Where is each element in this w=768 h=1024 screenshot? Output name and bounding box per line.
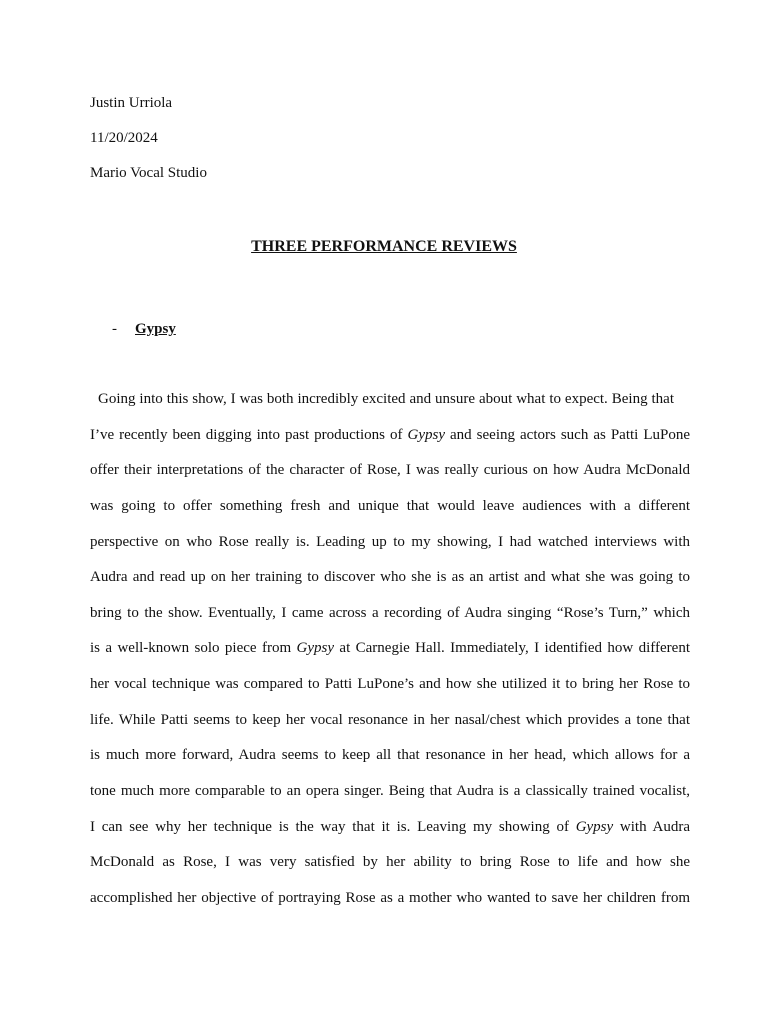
text-segment: Going into this show, I was both incredibly excited and unsure about what to expect. Being that xyxy=(98,391,674,407)
text-segment: I’ve recently been digging into past productions of xyxy=(90,427,408,443)
text-segment: was going to offer something fresh and unique that would leave audiences with a different xyxy=(90,498,690,514)
studio-name: Mario Vocal Studio xyxy=(90,165,207,181)
author-name: Justin Urriola xyxy=(90,95,173,111)
text-segment: Audra and read up on her training to discover who she is as an artist and what she was going to xyxy=(90,569,690,585)
document-date: 11/20/2024 xyxy=(90,130,158,146)
text-segment: and seeing actors such as Patti LuPone xyxy=(445,427,691,443)
paragraph-line xyxy=(90,889,690,907)
paragraph-line xyxy=(90,818,690,836)
text-segment: her vocal technique was compared to Patti LuPone’s and how she utilized it to bring her Rose to xyxy=(90,676,690,692)
show-title-italic: Gypsy xyxy=(296,640,335,656)
paragraph-line xyxy=(90,497,690,515)
text-segment: I can see why her technique is the way that it is. Leaving my showing of xyxy=(90,819,576,835)
page-title: THREE PERFORMANCE REVIEWS xyxy=(251,238,517,255)
text-segment: McDonald as Rose, I was very satisfied by her ability to bring Rose to life and how she xyxy=(90,854,690,870)
paragraph-line xyxy=(90,853,690,871)
show-title-italic: Gypsy xyxy=(407,427,445,443)
paragraph-line xyxy=(90,639,690,657)
paragraph-line xyxy=(90,675,690,693)
text-segment: is a well-known solo piece from xyxy=(90,640,297,656)
paragraph-line xyxy=(90,426,690,444)
text-segment: tone much more comparable to an opera singer. Being that Audra is a classically trained vocalist, xyxy=(90,783,690,799)
section-bullet xyxy=(112,320,176,338)
text-segment: accomplished her objective of portraying Rose as a mother who wanted to save her children from xyxy=(90,890,690,906)
bullet-dash: - xyxy=(112,321,117,337)
paragraph-line xyxy=(90,533,690,551)
text-segment: offer their interpretations of the character of Rose, I was really curious on how Audra McDonald xyxy=(90,462,690,478)
paragraph-line xyxy=(90,746,690,764)
paragraph-line xyxy=(90,568,690,586)
paragraph-line xyxy=(90,711,690,729)
show-title-italic: Gypsy xyxy=(575,819,614,835)
text-segment: at Carnegie Hall. Immediately, I identified how different xyxy=(334,640,690,656)
text-segment: is much more forward, Audra seems to keep all that resonance in her head, which allows for a xyxy=(90,747,690,763)
text-segment: perspective on who Rose really is. Leading up to my showing, I had watched interviews with xyxy=(90,534,690,550)
paragraph-line xyxy=(90,461,690,479)
paragraph-line xyxy=(90,604,690,622)
paragraph-line xyxy=(90,782,690,800)
text-segment: bring to the show. Eventually, I came across a recording of Audra singing “Rose’s Turn,” which xyxy=(90,605,690,621)
text-segment: with Audra xyxy=(613,819,690,835)
paragraph-line xyxy=(98,390,674,408)
text-segment: life. While Patti seems to keep her vocal resonance in her nasal/chest which provides a tone that xyxy=(90,712,690,728)
section-heading-gypsy: Gypsy xyxy=(135,321,176,337)
